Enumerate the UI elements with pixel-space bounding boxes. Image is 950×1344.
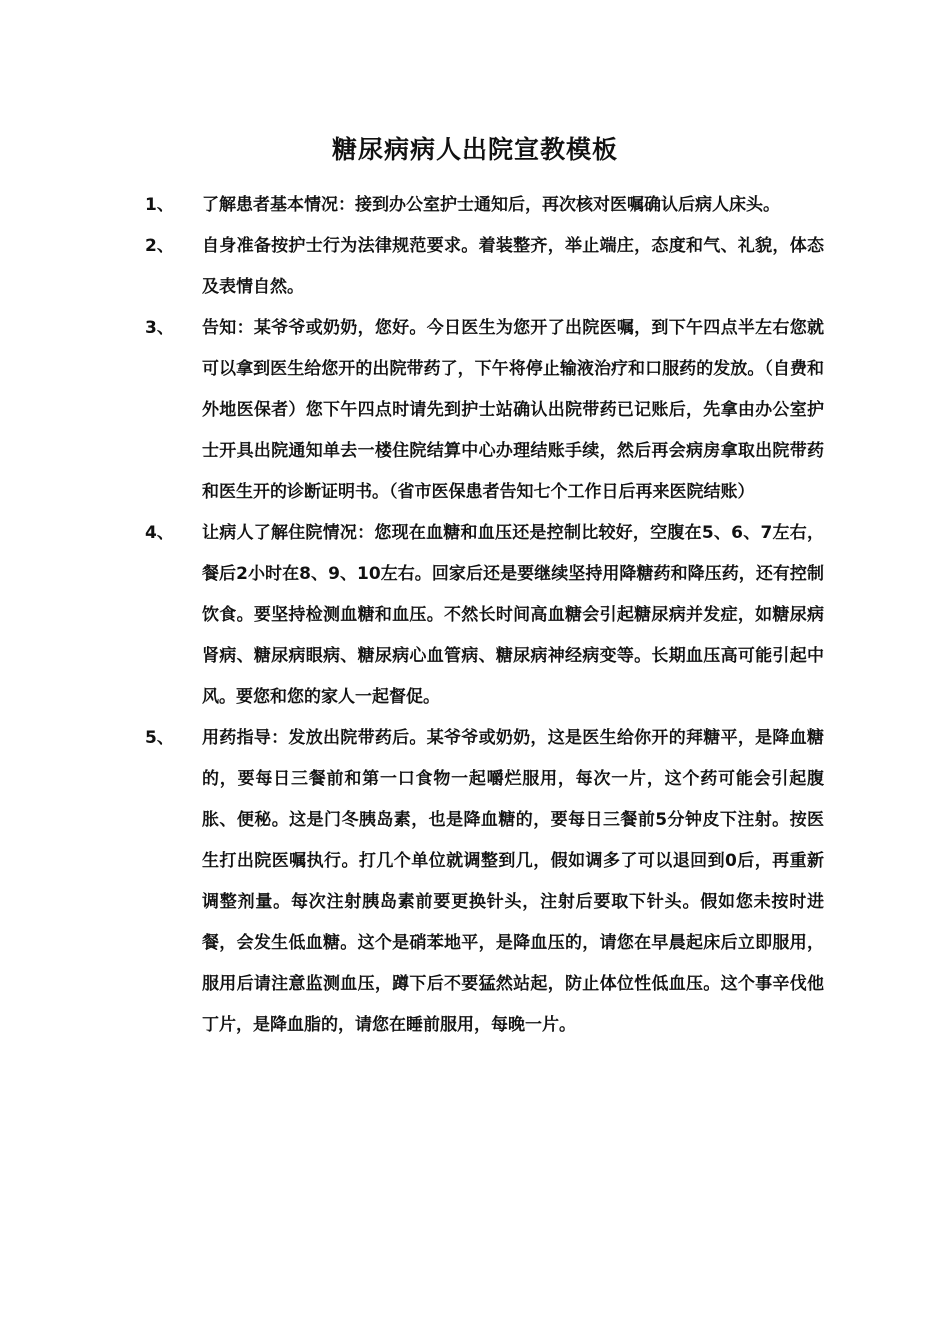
item-text: 自身准备按护士行为法律规范要求。着装整齐，举止端庄，态度和气、礼貌，体态及表情自然。: [202, 236, 824, 297]
item-number: 4、: [145, 523, 174, 543]
item-number: 3、: [145, 318, 174, 338]
item-number: 5、: [145, 728, 174, 748]
item-text: 告知：某爷爷或奶奶，您好。今日医生为您开了出院医嘱，到下午四点半左右您就可以拿到医生给您开的出院带药了，下午将停止输液治疗和口服药的发放。（自费和外地医保者）您下午四点时请先到护士站确认出院带药已记账后，先拿由办公室护士开具出院通知单去一楼住院结算中心办理结账手续，然后再会病房拿取出院带药和医生开的诊断证明书。（省市医保患者告知七个工作日后再来医院结账）: [202, 318, 824, 502]
instruction-list: [0, 185, 950, 1046]
list-item: [0, 226, 950, 308]
item-number: 2、: [145, 236, 174, 256]
item-text: 让病人了解住院情况：您现在血糖和血压还是控制比较好，空腹在5、6、7左右，餐后2小时在8、9、10左右。回家后还是要继续坚持用降糖药和降压药，还有控制饮食。要坚持检测血糖和血压。不然长时间高血糖会引起糖尿病并发症，如糖尿病肾病、糖尿病眼病、糖尿病心血管病、糖尿病神经病变等。长期血压高可能引起中风。要您和您的家人一起督促。: [202, 523, 824, 707]
item-text: 了解患者基本情况：接到办公室护士通知后，再次核对医嘱确认后病人床头。: [202, 195, 780, 215]
list-item: [0, 513, 950, 718]
item-text: 用药指导：发放出院带药后。某爷爷或奶奶，这是医生给你开的拜糖平，是降血糖的，要每日三餐前和第一口食物一起嚼烂服用，每次一片，这个药可能会引起腹胀、便秘。这是门冬胰岛素，也是降血糖的，要每日三餐前5分钟皮下注射。按医生打出院医嘱执行。打几个单位就调整到几，假如调多了可以退回到0后，再重新调整剂量。每次注射胰岛素前要更换针头，注射后要取下针头。假如您未按时进餐，会发生低血糖。这个是硝苯地平，是降血压的，请您在早晨起床后立即服用，服用后请注意监测血压，蹲下后不要猛然站起，防止体位性低血压。这个事辛伐他丁片，是降血脂的，请您在睡前服用，每晚一片。: [202, 728, 824, 1035]
document-title: 糖尿病病人出院宣教模板: [331, 135, 618, 164]
list-item: [0, 308, 950, 513]
list-item: [0, 718, 950, 1046]
list-item: [0, 185, 950, 226]
item-number: 1、: [145, 195, 174, 215]
